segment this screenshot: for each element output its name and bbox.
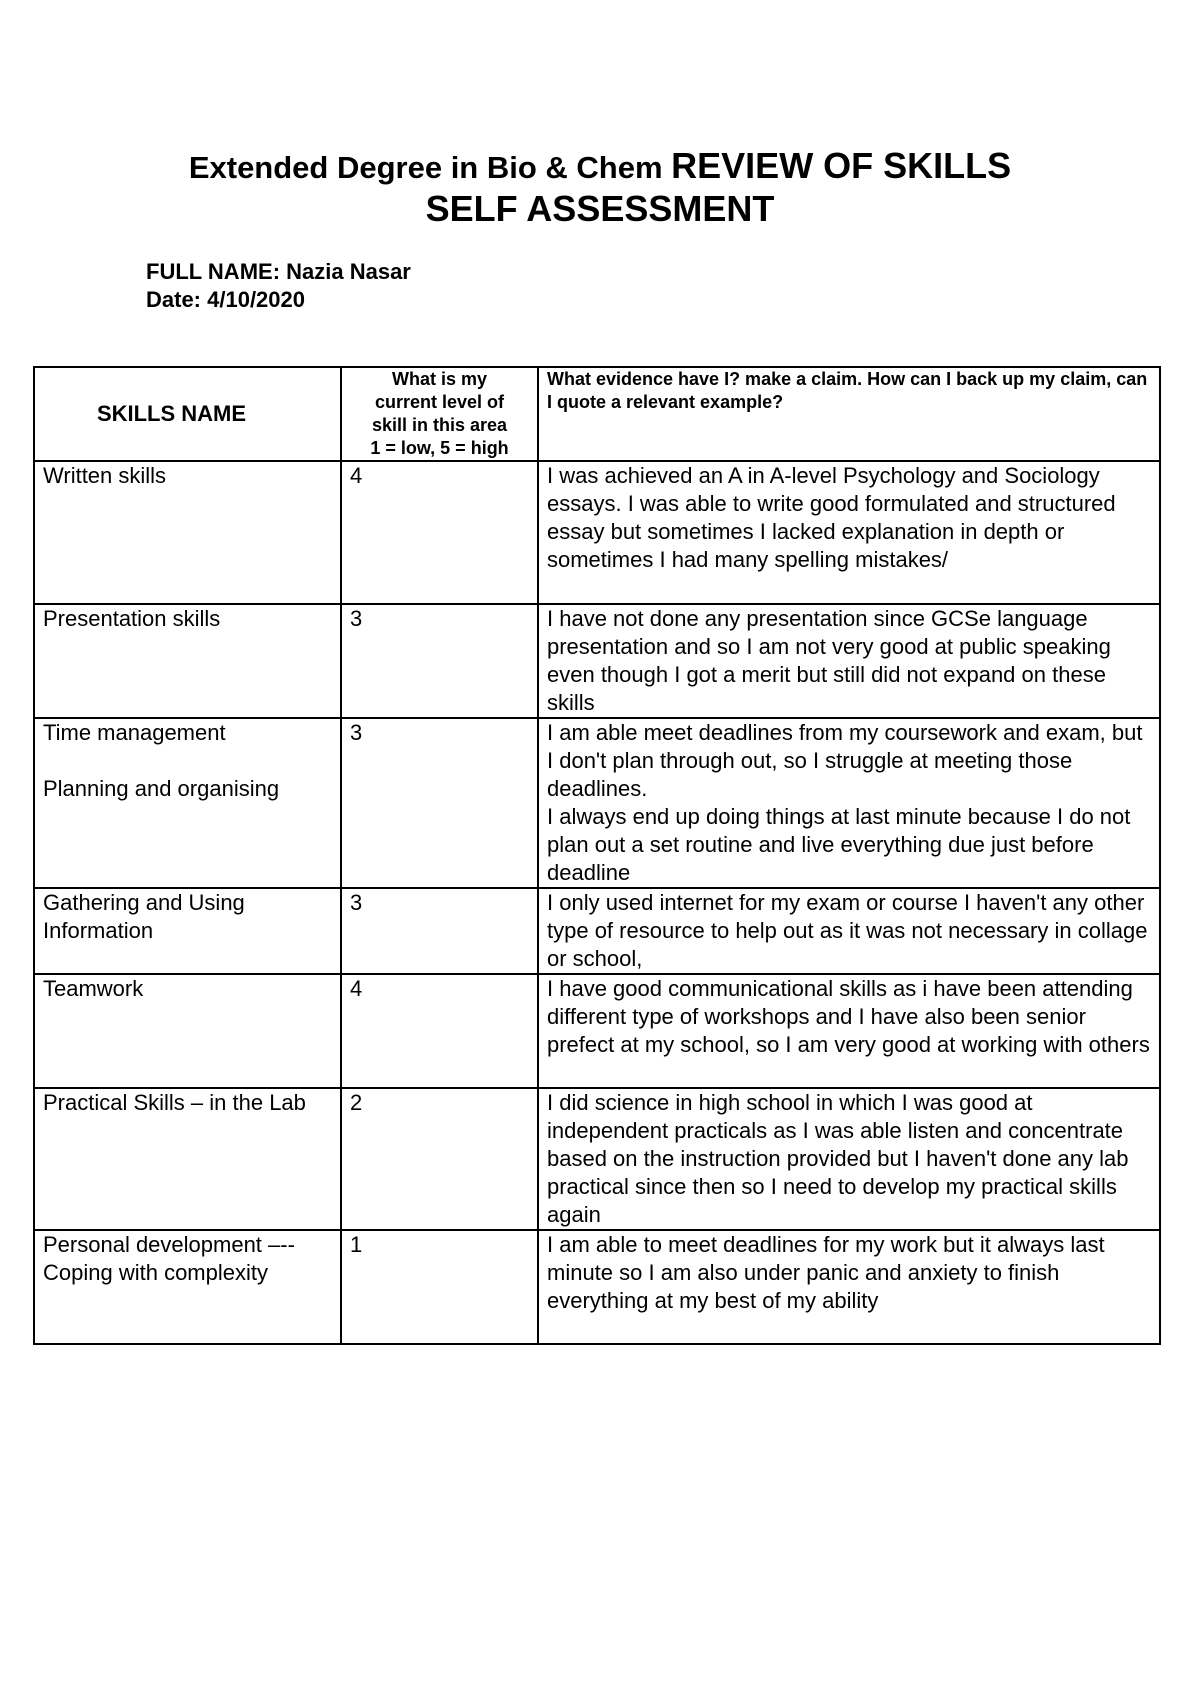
skill-name: Written skills: [34, 461, 341, 604]
header-level-line: skill in this area: [371, 415, 508, 435]
header-level-line: What is my: [391, 369, 488, 389]
header-skills-name: SKILLS NAME: [34, 367, 341, 461]
full-name: FULL NAME: Nazia Nasar: [146, 259, 411, 284]
table-row: [34, 461, 1160, 604]
skill-name: Presentation skills: [34, 604, 341, 718]
skill-evidence: I did science in high school in which I was good at independent practicals as I was able listen and concentrate based on the instruction provided but I haven't done any lab practical since then so I need to develop my practical skills again: [538, 1088, 1160, 1230]
skill-level: 3: [341, 604, 538, 718]
skill-evidence: [538, 718, 1160, 888]
skill-name: Gathering and Using Information: [34, 888, 341, 974]
skill-name: [34, 718, 341, 888]
skill-name: Practical Skills – in the Lab: [34, 1088, 341, 1230]
skill-level: 3: [341, 718, 538, 888]
table-row: [34, 718, 1160, 888]
skill-evidence: I am able to meet deadlines for my work but it always last minute so I am also under panic and anxiety to finish everything at my best of my ability: [538, 1230, 1160, 1344]
skill-evidence: I was achieved an A in A-level Psychology and Sociology essays. I was able to write good formulated and structured essay but sometimes I lacked explanation in depth or sometimes I had many spelling mistakes/: [538, 461, 1160, 604]
table-row: [34, 1088, 1160, 1230]
document-title: [0, 146, 1200, 188]
skills-table: [33, 366, 1161, 1345]
skill-name-line: Planning and organising: [43, 776, 280, 801]
header-current-level: [341, 367, 538, 461]
header-evidence: What evidence have I? make a claim. How can I back up my claim, can I quote a relevant example?: [538, 367, 1160, 461]
skill-level: 1: [341, 1230, 538, 1344]
evidence-paragraph: I am able meet deadlines from my coursework and exam, but I don't plan through out, so I struggle at meeting those deadlines.: [547, 720, 1143, 801]
skill-evidence: I have not done any presentation since GCSe language presentation and so I am not very good at public speaking even though I got a merit but still did not expand on these skills: [538, 604, 1160, 718]
skill-level: 3: [341, 888, 538, 974]
skill-name-line: Time management: [43, 720, 226, 745]
skill-evidence: I only used internet for my exam or course I haven't any other type of resource to help out as it was not necessary in collage or school,: [538, 888, 1160, 974]
skill-level: 2: [341, 1088, 538, 1230]
date: Date: 4/10/2020: [146, 287, 305, 312]
evidence-paragraph: I always end up doing things at last minute because I do not plan out a set routine and live everything due just before deadline: [547, 804, 1131, 885]
header-level-line: current level of: [374, 392, 505, 412]
skill-level: 4: [341, 461, 538, 604]
skill-evidence: I have good communicational skills as i have been attending different type of workshops and I have also been senior prefect at my school, so I am very good at working with others: [538, 974, 1160, 1088]
header-level-line: 1 = low, 5 = high: [370, 438, 509, 458]
title-part1: Extended Degree in Bio & Chem: [188, 150, 672, 185]
skill-name: Personal development –-- Coping with complexity: [34, 1230, 341, 1344]
table-row: [34, 974, 1160, 1088]
table-row: [34, 888, 1160, 974]
skill-name: Teamwork: [34, 974, 341, 1088]
table-header-row: [34, 367, 1160, 461]
skill-level: 4: [341, 974, 538, 1088]
table-row: [34, 604, 1160, 718]
title-part2: REVIEW OF SKILLS: [671, 145, 1012, 186]
document-subtitle: SELF ASSESSMENT: [425, 188, 775, 229]
table-row: [34, 1230, 1160, 1344]
